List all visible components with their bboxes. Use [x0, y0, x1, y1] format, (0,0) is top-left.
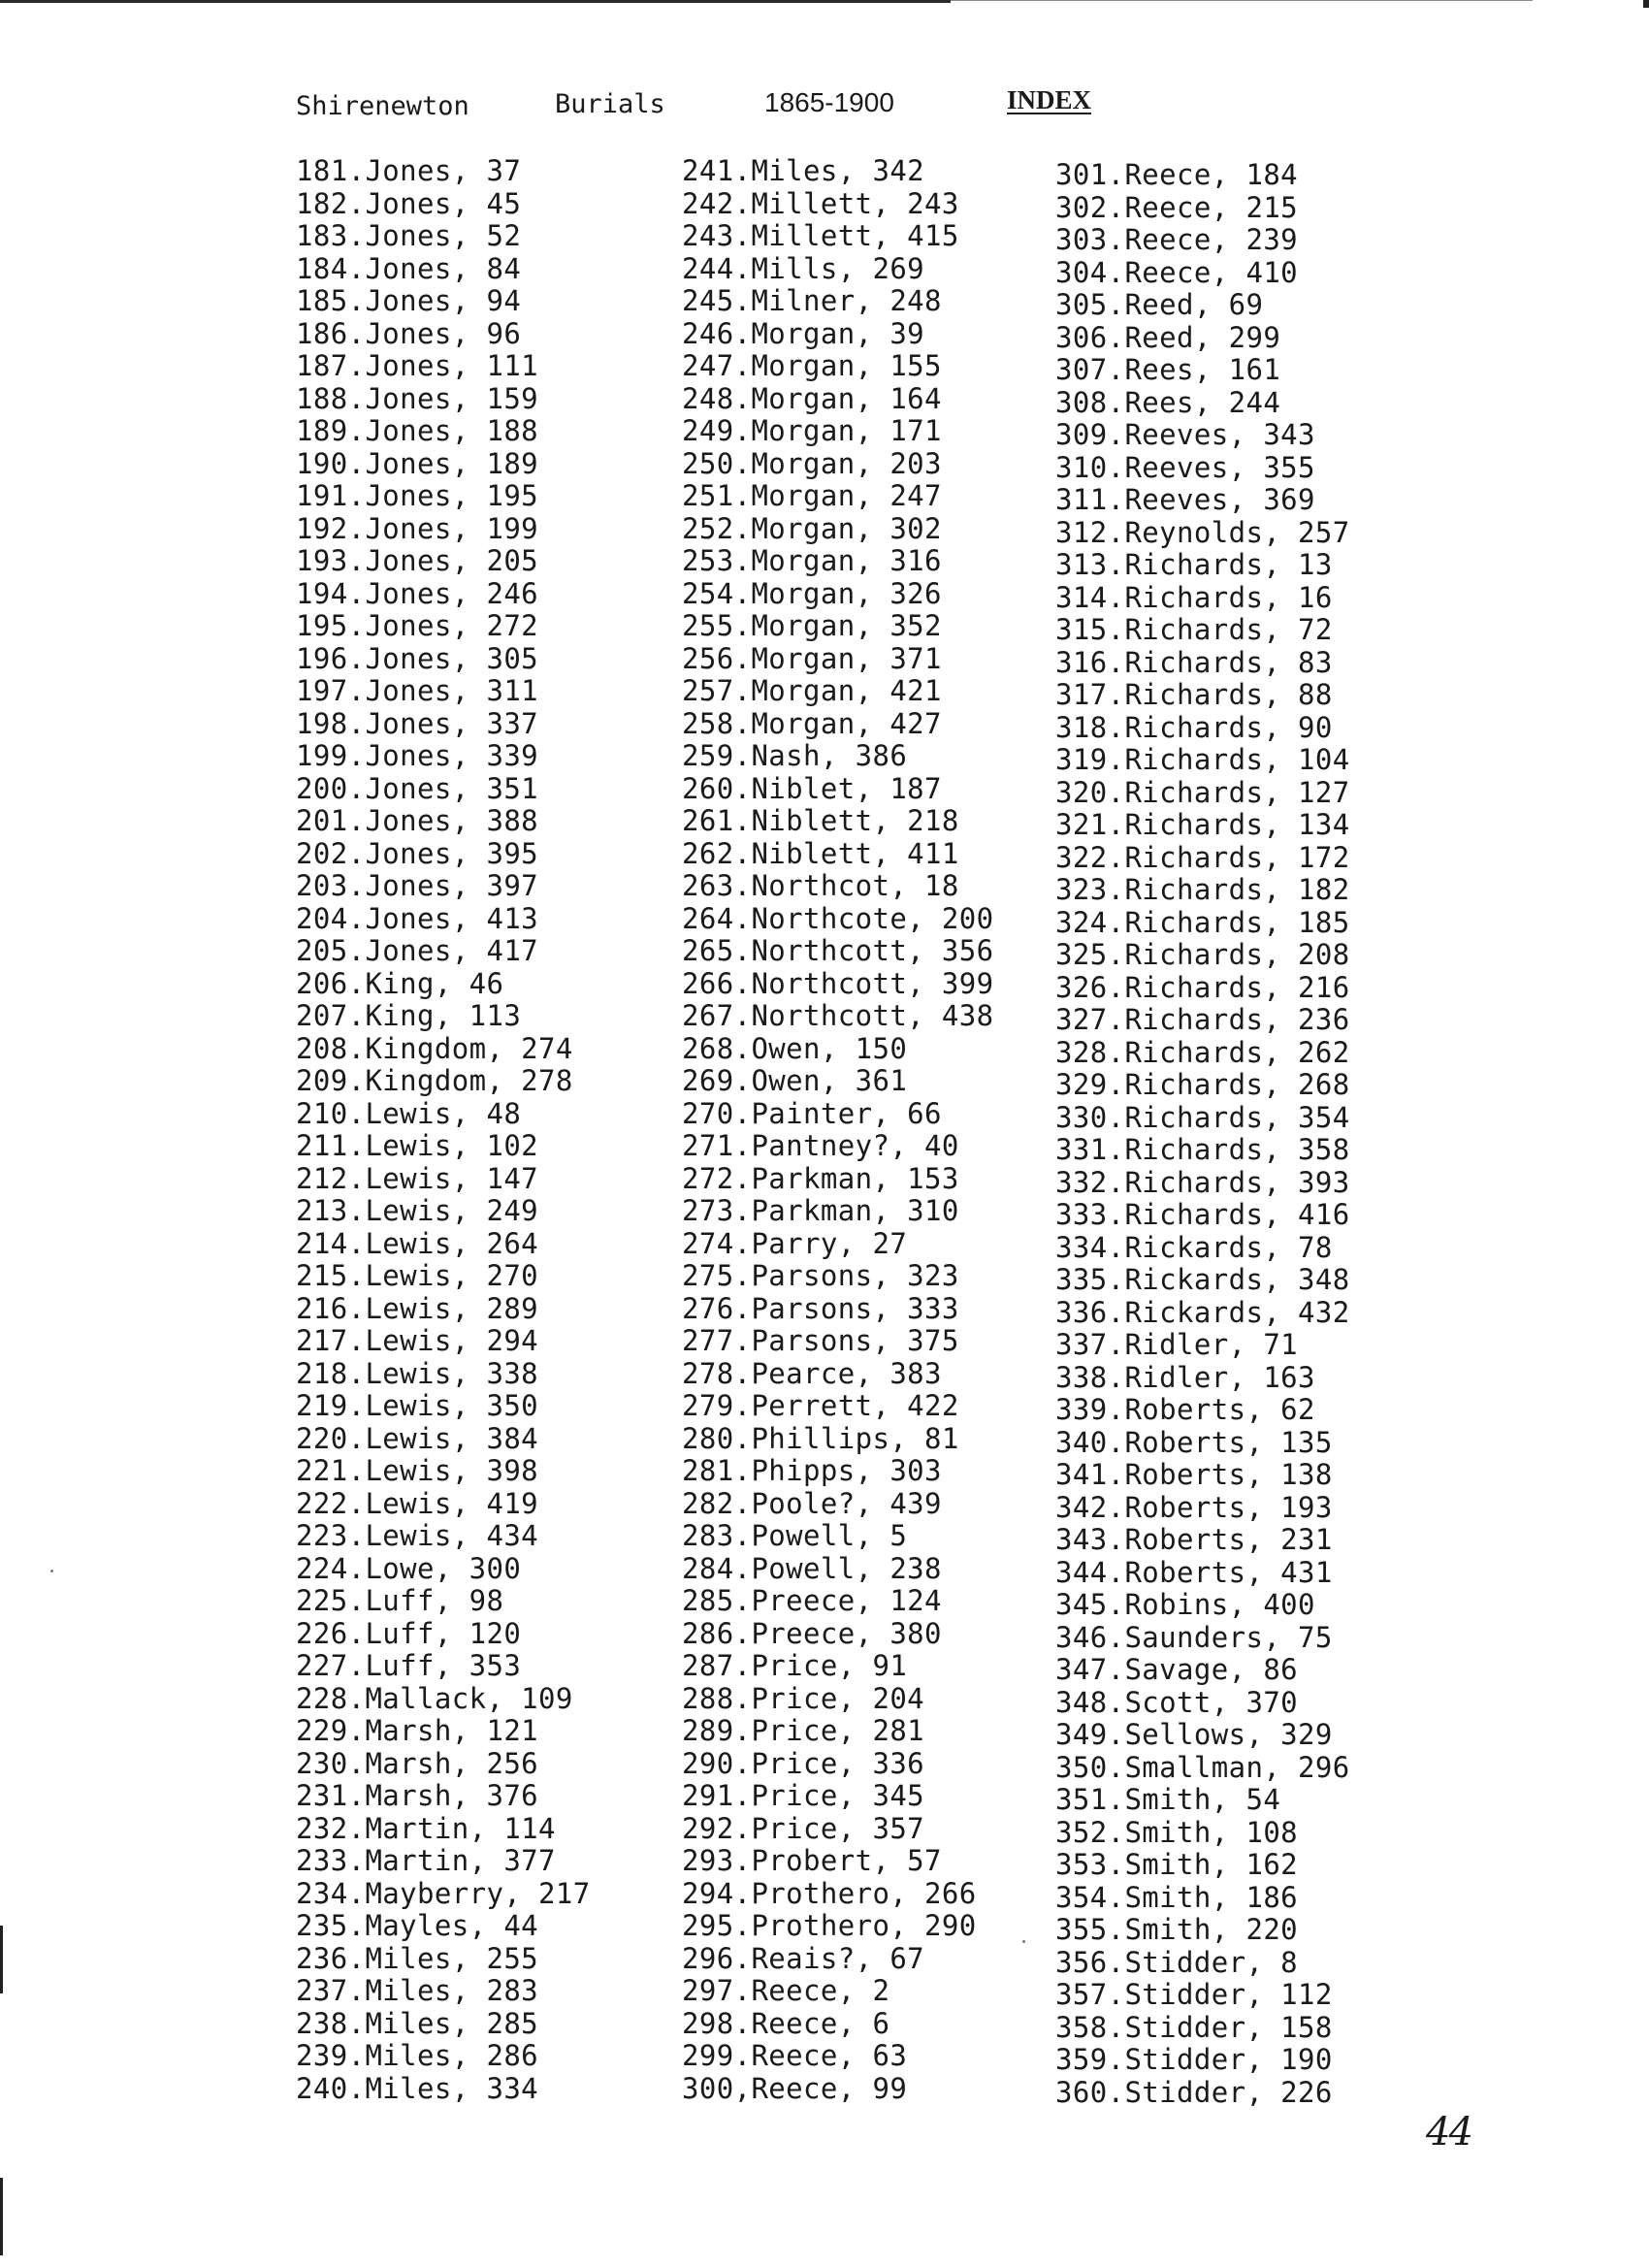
index-entry: 244.Mills, 269 — [682, 251, 925, 285]
index-entry: 188.Jones, 159 — [296, 381, 539, 415]
index-entry: 265.Northcott, 356 — [682, 934, 994, 967]
index-entry: 240.Miles, 334 — [296, 2071, 539, 2105]
index-entry: 189.Jones, 188 — [296, 414, 539, 447]
index-entry: 333.Richards, 416 — [1055, 1198, 1350, 1231]
index-entry: 213.Lewis, 249 — [296, 1194, 539, 1227]
index-entry: 277.Parsons, 375 — [682, 1324, 959, 1357]
index-entry: 312.Reynolds, 257 — [1055, 515, 1350, 549]
index-entry: 194.Jones, 246 — [296, 576, 539, 610]
index-entry: 285.Preece, 124 — [682, 1584, 942, 1617]
index-entry: 351.Smith, 54 — [1055, 1783, 1281, 1816]
index-entry: 345.Robins, 400 — [1055, 1588, 1315, 1621]
index-entry: 258.Morgan, 427 — [682, 706, 942, 740]
index-entry: 325.Richards, 208 — [1055, 938, 1350, 971]
index-entry: 321.Richards, 134 — [1055, 808, 1350, 841]
index-entry: 252.Morgan, 302 — [682, 511, 942, 545]
index-entry: 251.Morgan, 247 — [682, 479, 942, 512]
index-entry: 339.Roberts, 62 — [1055, 1393, 1315, 1426]
index-entry: 262.Niblett, 411 — [682, 836, 959, 870]
index-entry: 186.Jones, 96 — [296, 316, 522, 350]
index-entry: 301.Reece, 184 — [1055, 158, 1299, 191]
index-entry: 246.Morgan, 39 — [682, 316, 925, 350]
index-entry: 346.Saunders, 75 — [1055, 1620, 1333, 1654]
index-entry: 331.Richards, 358 — [1055, 1133, 1350, 1166]
index-entry: 293.Probert, 57 — [682, 1844, 942, 1877]
header-years: 1865-1900 — [764, 87, 894, 117]
index-entry: 354.Smith, 186 — [1055, 1880, 1299, 1914]
index-entry: 289.Price, 281 — [682, 1714, 925, 1747]
index-entry: 348.Scott, 370 — [1055, 1685, 1299, 1719]
index-column-3 — [1055, 159, 1350, 2109]
index-entry: 308.Rees, 244 — [1055, 385, 1281, 419]
index-entry: 215.Lewis, 270 — [296, 1259, 539, 1292]
top-border-rule-faint — [951, 0, 1533, 1]
index-entry: 229.Marsh, 121 — [296, 1714, 539, 1747]
index-entry: 359.Stidder, 190 — [1055, 2043, 1333, 2076]
index-entry: 218.Lewis, 338 — [296, 1356, 539, 1390]
index-entry: 297.Reece, 2 — [682, 1974, 890, 2007]
index-entry: 248.Morgan, 164 — [682, 381, 942, 415]
index-entry: 360.Stidder, 226 — [1055, 2075, 1333, 2109]
index-entry: 291.Price, 345 — [682, 1779, 925, 1812]
index-entry: 234.Mayberry, 217 — [296, 1876, 591, 1910]
index-entry: 199.Jones, 339 — [296, 739, 539, 772]
index-entry: 204.Jones, 413 — [296, 901, 539, 935]
index-entry: 206.King, 46 — [296, 966, 504, 1000]
index-entry: 281.Phipps, 303 — [682, 1454, 942, 1487]
index-entry: 267.Northcott, 438 — [682, 999, 994, 1032]
index-entry: 288.Price, 204 — [682, 1681, 925, 1715]
index-entry: 319.Richards, 104 — [1055, 743, 1350, 776]
index-entry: 235.Mayles, 44 — [296, 1909, 539, 1942]
index-entry: 338.Ridler, 163 — [1055, 1360, 1315, 1394]
index-entry: 355.Smith, 220 — [1055, 1913, 1299, 1946]
index-entry: 196.Jones, 305 — [296, 641, 539, 675]
index-entry: 247.Morgan, 155 — [682, 349, 942, 382]
index-entry: 278.Pearce, 383 — [682, 1356, 942, 1390]
index-entry: 335.Rickards, 348 — [1055, 1263, 1350, 1296]
handwritten-page-number: 44 — [1426, 2110, 1471, 2155]
index-entry: 226.Luff, 120 — [296, 1616, 522, 1650]
index-entry: 216.Lewis, 289 — [296, 1291, 539, 1325]
index-entry: 220.Lewis, 384 — [296, 1421, 539, 1455]
header-place: Shirenewton — [296, 91, 469, 121]
page-header — [0, 85, 1649, 124]
index-entry: 207.King, 113 — [296, 999, 522, 1032]
corner-mark — [1643, 0, 1649, 8]
index-entry: 296.Reais?, 67 — [682, 1941, 925, 1975]
index-entry: 307.Rees, 161 — [1055, 353, 1281, 386]
index-entry: 230.Marsh, 256 — [296, 1746, 539, 1780]
index-entry: 225.Luff, 98 — [296, 1584, 504, 1617]
index-entry: 310.Reeves, 355 — [1055, 450, 1315, 484]
index-entry: 329.Richards, 268 — [1055, 1068, 1350, 1101]
index-entry: 324.Richards, 185 — [1055, 905, 1350, 939]
binding-mark-upper — [0, 1926, 3, 1993]
index-entry: 287.Price, 91 — [682, 1649, 908, 1682]
index-entry: 233.Martin, 377 — [296, 1844, 556, 1877]
index-entry: 270.Painter, 66 — [682, 1096, 942, 1130]
scan-speck — [50, 1570, 53, 1572]
index-entry: 342.Roberts, 193 — [1055, 1490, 1333, 1524]
index-entry: 237.Miles, 283 — [296, 1974, 539, 2007]
index-entry: 259.Nash, 386 — [682, 739, 908, 772]
index-entry: 272.Parkman, 153 — [682, 1161, 959, 1195]
index-entry: 209.Kingdom, 278 — [296, 1064, 573, 1097]
header-record-type: Burials — [555, 89, 665, 119]
index-entry: 318.Richards, 90 — [1055, 710, 1333, 744]
index-entry: 210.Lewis, 48 — [296, 1096, 522, 1130]
index-entry: 241.Miles, 342 — [682, 154, 925, 187]
index-entry: 286.Preece, 380 — [682, 1616, 942, 1650]
top-border-rule — [0, 0, 951, 3]
index-entry: 205.Jones, 417 — [296, 934, 539, 967]
index-entry: 343.Roberts, 231 — [1055, 1523, 1333, 1556]
index-entry: 222.Lewis, 419 — [296, 1486, 539, 1520]
index-entry: 256.Morgan, 371 — [682, 641, 942, 675]
index-entry: 227.Luff, 353 — [296, 1649, 522, 1682]
index-entry: 332.Richards, 393 — [1055, 1165, 1350, 1199]
index-entry: 273.Parkman, 310 — [682, 1194, 959, 1227]
index-entry: 303.Reece, 239 — [1055, 223, 1299, 256]
index-entry: 317.Richards, 88 — [1055, 678, 1333, 711]
index-entry: 254.Morgan, 326 — [682, 576, 942, 610]
index-entry: 299.Reece, 63 — [682, 2039, 908, 2072]
index-entry: 268.Owen, 150 — [682, 1031, 908, 1065]
index-entry: 334.Rickards, 78 — [1055, 1230, 1333, 1264]
index-entry: 353.Smith, 162 — [1055, 1848, 1299, 1881]
index-entry: 313.Richards, 13 — [1055, 548, 1333, 581]
index-entry: 243.Millett, 415 — [682, 219, 959, 252]
index-entry: 284.Powell, 238 — [682, 1551, 942, 1585]
index-entry: 302.Reece, 215 — [1055, 190, 1299, 224]
index-entry: 221.Lewis, 398 — [296, 1454, 539, 1487]
index-entry: 232.Martin, 114 — [296, 1811, 556, 1845]
index-entry: 336.Rickards, 432 — [1055, 1295, 1350, 1329]
index-entry: 290.Price, 336 — [682, 1746, 925, 1780]
binding-mark-lower — [0, 2178, 3, 2255]
index-entry: 261.Niblett, 218 — [682, 804, 959, 837]
index-entry: 208.Kingdom, 274 — [296, 1031, 573, 1065]
index-entry: 211.Lewis, 102 — [296, 1129, 539, 1162]
index-entry: 195.Jones, 272 — [296, 609, 539, 642]
scan-speck — [1022, 1940, 1025, 1943]
index-entry: 295.Prothero, 290 — [682, 1909, 977, 1942]
index-entry: 330.Richards, 354 — [1055, 1100, 1350, 1134]
index-entry: 316.Richards, 83 — [1055, 645, 1333, 679]
index-entry: 294.Prothero, 266 — [682, 1876, 977, 1910]
index-entry: 263.Northcot, 18 — [682, 869, 959, 902]
index-entry: 327.Richards, 236 — [1055, 1003, 1350, 1036]
index-entry: 183.Jones, 52 — [296, 219, 522, 252]
index-entry: 320.Richards, 127 — [1055, 775, 1350, 809]
index-entry: 223.Lewis, 434 — [296, 1519, 539, 1552]
index-entry: 304.Reece, 410 — [1055, 255, 1299, 289]
index-entry: 184.Jones, 84 — [296, 251, 522, 285]
index-entry: 192.Jones, 199 — [296, 511, 539, 545]
index-entry: 328.Richards, 262 — [1055, 1035, 1350, 1069]
index-entry: 283.Powell, 5 — [682, 1519, 908, 1552]
index-entry: 197.Jones, 311 — [296, 674, 539, 707]
index-entry: 306.Reed, 299 — [1055, 320, 1281, 354]
index-column-2 — [682, 155, 993, 2105]
index-entry: 193.Jones, 205 — [296, 544, 539, 577]
index-entry: 274.Parry, 27 — [682, 1226, 908, 1260]
index-entry: 357.Stidder, 112 — [1055, 1978, 1333, 2011]
index-entry: 201.Jones, 388 — [296, 804, 539, 837]
index-entry: 212.Lewis, 147 — [296, 1161, 539, 1195]
index-entry: 315.Richards, 72 — [1055, 613, 1333, 646]
index-entry: 322.Richards, 172 — [1055, 840, 1350, 874]
index-entry: 314.Richards, 16 — [1055, 580, 1333, 614]
index-entry: 309.Reeves, 343 — [1055, 418, 1315, 451]
index-entry: 203.Jones, 397 — [296, 869, 539, 902]
index-entry: 323.Richards, 182 — [1055, 873, 1350, 906]
index-entry: 253.Morgan, 316 — [682, 544, 942, 577]
index-entry: 282.Poole?, 439 — [682, 1486, 942, 1520]
index-entry: 187.Jones, 111 — [296, 349, 539, 382]
index-entry: 200.Jones, 351 — [296, 771, 539, 805]
index-entry: 260.Niblet, 187 — [682, 771, 942, 805]
index-entry: 239.Miles, 286 — [296, 2039, 539, 2072]
index-entry: 344.Roberts, 431 — [1055, 1555, 1333, 1589]
index-entry: 356.Stidder, 8 — [1055, 1945, 1299, 1979]
index-entry: 269.Owen, 361 — [682, 1064, 908, 1097]
index-entry: 249.Morgan, 171 — [682, 414, 942, 447]
index-entry: 352.Smith, 108 — [1055, 1815, 1299, 1849]
index-entry: 190.Jones, 189 — [296, 446, 539, 480]
index-entry: 214.Lewis, 264 — [296, 1226, 539, 1260]
index-entry: 292.Price, 357 — [682, 1811, 925, 1845]
index-entry: 202.Jones, 395 — [296, 836, 539, 870]
index-entry: 255.Morgan, 352 — [682, 609, 942, 642]
index-entry: 326.Richards, 216 — [1055, 970, 1350, 1004]
index-entry: 347.Savage, 86 — [1055, 1653, 1299, 1686]
index-entry: 350.Smallman, 296 — [1055, 1750, 1350, 1784]
index-entry: 224.Lowe, 300 — [296, 1551, 522, 1585]
index-entry: 279.Perrett, 422 — [682, 1389, 959, 1422]
index-entry: 300,Reece, 99 — [682, 2071, 908, 2105]
index-entry: 238.Miles, 285 — [296, 2006, 539, 2040]
index-entry: 341.Roberts, 138 — [1055, 1458, 1333, 1491]
index-entry: 236.Miles, 255 — [296, 1941, 539, 1975]
index-entry: 264.Northcote, 200 — [682, 901, 994, 935]
index-entry: 337.Ridler, 71 — [1055, 1328, 1299, 1361]
index-entry: 250.Morgan, 203 — [682, 446, 942, 480]
index-entry: 228.Mallack, 109 — [296, 1681, 573, 1715]
index-entry: 191.Jones, 195 — [296, 479, 539, 512]
index-entry: 198.Jones, 337 — [296, 706, 539, 740]
index-entry: 181.Jones, 37 — [296, 154, 522, 187]
index-entry: 271.Pantney?, 40 — [682, 1129, 959, 1162]
index-entry: 257.Morgan, 421 — [682, 674, 942, 707]
index-entry: 275.Parsons, 323 — [682, 1259, 959, 1292]
index-entry: 185.Jones, 94 — [296, 284, 522, 317]
index-entry: 276.Parsons, 333 — [682, 1291, 959, 1325]
index-column-1 — [296, 155, 591, 2105]
index-entry: 349.Sellows, 329 — [1055, 1718, 1333, 1751]
index-entry: 219.Lewis, 350 — [296, 1389, 539, 1422]
index-entry: 298.Reece, 6 — [682, 2006, 890, 2040]
index-entry: 266.Northcott, 399 — [682, 966, 994, 1000]
index-entry: 340.Roberts, 135 — [1055, 1425, 1333, 1459]
index-entry: 305.Reed, 69 — [1055, 288, 1264, 321]
index-entry: 311.Reeves, 369 — [1055, 483, 1315, 516]
index-entry: 242.Millett, 243 — [682, 186, 959, 220]
header-index-title: INDEX — [1007, 85, 1092, 114]
index-entry: 280.Phillips, 81 — [682, 1421, 959, 1455]
index-entry: 182.Jones, 45 — [296, 186, 522, 220]
index-entry: 358.Stidder, 158 — [1055, 2010, 1333, 2044]
index-entry: 231.Marsh, 376 — [296, 1779, 539, 1812]
index-entry: 245.Milner, 248 — [682, 284, 942, 317]
index-entry: 217.Lewis, 294 — [296, 1324, 539, 1357]
